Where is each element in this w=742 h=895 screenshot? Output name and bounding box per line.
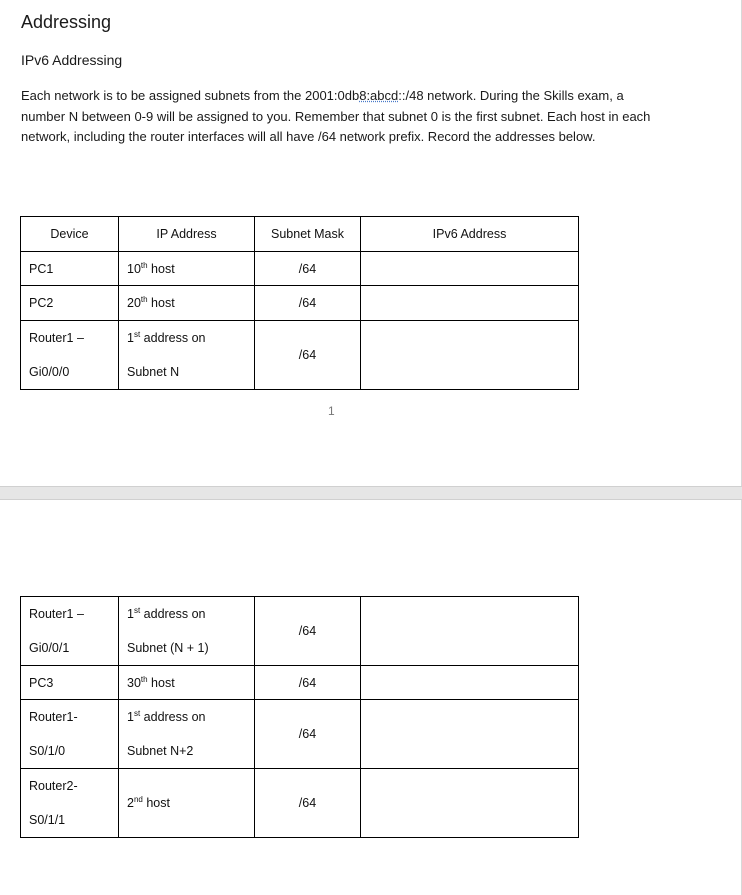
ip-line2: Subnet N+2 [127,744,194,758]
page-break-gap [0,486,742,500]
ip-line1 [127,321,246,355]
device-name: Router1- [29,710,78,724]
ip-address-cell [119,769,255,838]
table-row [21,321,579,390]
section-subheading: IPv6 Addressing [21,52,123,68]
ip-text: address on [140,331,206,345]
ip-ordinal: st [133,708,141,718]
device-cell [21,700,119,769]
device-name: Router2- [29,779,78,793]
ip-line2: Subnet (N + 1) [127,641,209,655]
ip-line1 [127,700,246,734]
header-ipv6-address: IPv6 Address [361,217,579,252]
ip-number: 2 [127,796,134,810]
ip-ordinal: st [133,605,141,615]
table-row [21,252,579,286]
header-subnet-mask: Subnet Mask [255,217,361,252]
device-name: PC3 [29,675,54,690]
ip-text: address on [140,607,206,621]
device-cell [21,252,119,286]
paragraph-text-part2: ::/48 network. During the Skills exam, a number N between 0-9 will be assigned to you. Remember that subnet 0 is the first subnet. Each host in each network, including the router interfaces will all have /64 network prefix. Record the addresses below. [21,88,651,144]
table-row [21,769,579,838]
page-number: 1 [328,404,335,418]
ip-number: 30 [127,675,141,690]
table-header-row [21,217,579,252]
ip-address-cell [119,286,255,321]
ip-ordinal: nd [133,794,143,804]
device-interface: S0/1/1 [29,813,66,827]
section-heading: Addressing [21,12,112,32]
ip-line2: Subnet N [127,365,180,379]
ip-number: 20 [127,296,141,310]
table-row [21,597,579,666]
subnet-mask-cell: /64 [255,597,361,666]
device-interface: Gi0/0/0 [29,365,70,379]
table-row [21,700,579,769]
ip-address-cell [119,321,255,390]
ip-ordinal: st [133,329,141,339]
ip-ordinal: th [140,294,148,304]
subnet-mask-cell: /64 [255,252,361,286]
device-cell [21,597,119,666]
addressing-table [20,216,579,390]
ip-address-cell [119,252,255,286]
document-page-2 [0,500,742,895]
ip-text: host [142,796,170,810]
ipv6-address-cell[interactable] [361,321,579,390]
subnet-mask-cell: /64 [255,666,361,700]
ip-text: host [147,296,175,310]
header-device: Device [21,217,119,252]
paragraph-text-part1: Each network is to be assigned subnets from the 2001:0db [21,88,360,103]
subnet-mask-cell: /64 [255,700,361,769]
header-ip-address: IP Address [119,217,255,252]
ip-number: 10 [127,261,141,276]
device-name: PC2 [29,296,54,310]
ipv6-address-cell[interactable] [361,252,579,286]
ipv6-address-cell[interactable] [361,700,579,769]
subnet-mask-cell: /64 [255,321,361,390]
device-interface: Gi0/0/1 [29,641,70,655]
ip-text: host [147,675,175,690]
ip-ordinal: th [140,260,148,270]
ip-address-cell [119,666,255,700]
subnet-mask-cell: /64 [255,286,361,321]
ipv6-address-cell[interactable] [361,286,579,321]
device-cell [21,286,119,321]
device-cell [21,769,119,838]
device-cell [21,666,119,700]
ip-line1 [127,597,246,631]
ip-text: address on [140,710,206,724]
ipv6-address-cell[interactable] [361,769,579,838]
paragraph-underlined-text: 8:abcd [359,88,399,103]
device-cell [21,321,119,390]
ip-text: host [147,261,175,276]
instructions-paragraph [21,86,661,148]
device-name: PC1 [29,261,54,276]
subnet-mask-cell: /64 [255,769,361,838]
ip-ordinal: th [140,674,148,684]
ipv6-address-cell[interactable] [361,666,579,700]
ip-address-cell [119,597,255,666]
ip-number: 1 [127,607,134,621]
ip-address-cell [119,700,255,769]
device-name: Router1 – [29,607,84,621]
device-name: Router1 – [29,331,84,345]
ip-number: 1 [127,331,134,345]
table-row [21,286,579,321]
addressing-table-continued [20,596,579,838]
device-interface: S0/1/0 [29,744,66,758]
ip-number: 1 [127,710,134,724]
table-row [21,666,579,700]
ipv6-address-cell[interactable] [361,597,579,666]
